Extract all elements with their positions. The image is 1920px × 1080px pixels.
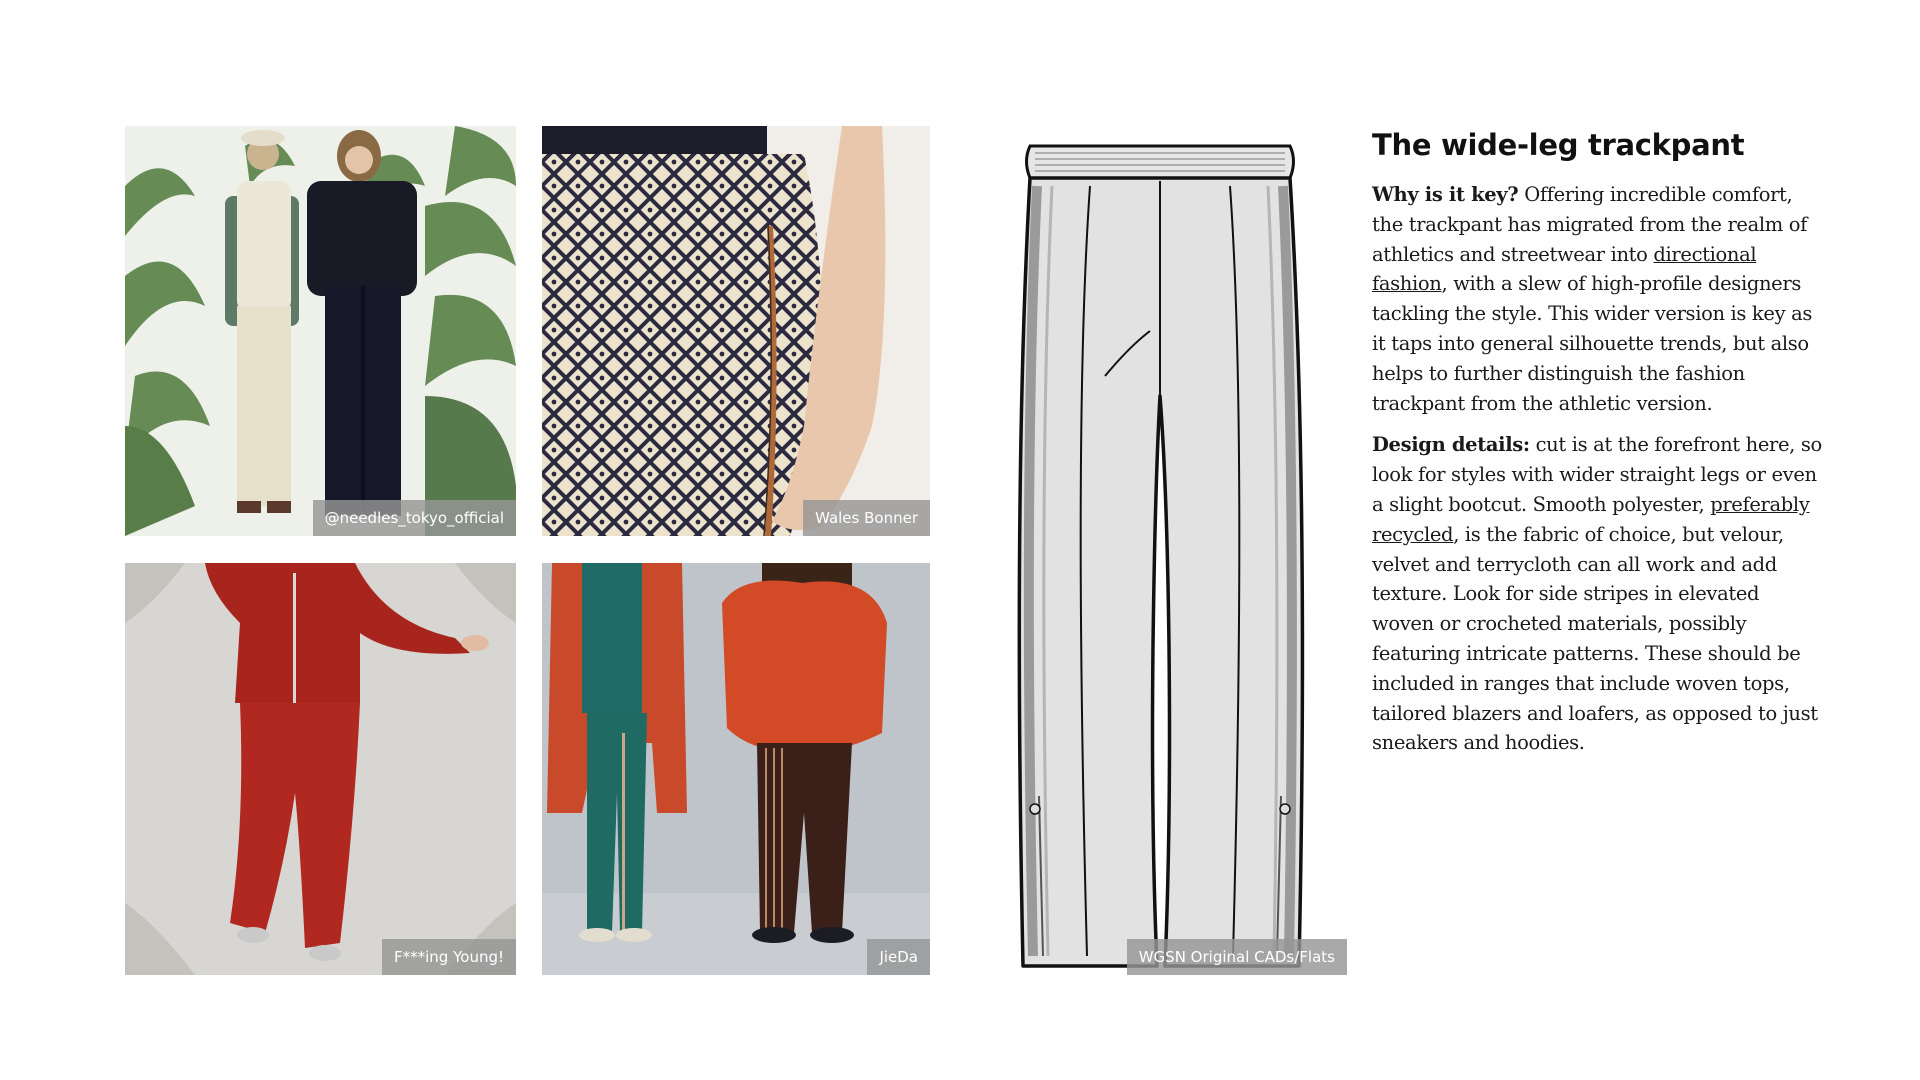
why-paragraph (1372, 180, 1822, 418)
design-text-1: cut is at the forefront here, so look for styles with wider straight legs or even a slight bootcut. Smooth polyester, (1372, 433, 1822, 516)
photo-needles-image (125, 126, 516, 536)
preferably-recycled-link[interactable]: preferably recycled (1372, 492, 1810, 546)
photo-jieda-image (542, 563, 930, 975)
photo-credit: F***ing Young! (382, 939, 516, 975)
photo-fing-young-image (125, 563, 516, 975)
why-label: Why is it key? (1372, 183, 1519, 206)
photo-wales-bonner-image (542, 126, 930, 536)
trackpant-flat-drawing (975, 126, 1346, 975)
why-text-1: Offering incredible comfort, the trackpant has migrated from the realm of athletics and streetwear into (1372, 183, 1808, 266)
photo-credit: @needles_tokyo_official (313, 500, 516, 536)
flat-credit: WGSN Original CADs/Flats (1127, 939, 1347, 975)
design-label: Design details: (1372, 433, 1530, 457)
photo-credit: Wales Bonner (803, 500, 930, 536)
article-panel (1372, 128, 1822, 770)
trackpant-flat-sketch (975, 126, 1346, 975)
photo-jieda-models (542, 563, 930, 975)
photo-fing-young-model (125, 563, 516, 975)
design-text-2: , is the fabric of choice, but velour, velvet and terrycloth can all work and add texture. Look for side stripes in elevated woven or crocheted materials, possibly featuring intricate patterns. These should be included in ranges that include woven tops, tailored blazers and loafers, as opposed to just sneakers and hoodies. (1372, 522, 1818, 755)
directional-fashion-link[interactable]: directional fashion (1372, 242, 1757, 296)
why-text-2: , with a slew of high-profile designers tackling the style. This wider version is key as it taps into general silhouette trends, but also helps to further distinguish the fashion trackpant from the athletic version. (1372, 272, 1813, 415)
photo-needles-models (125, 126, 516, 536)
photo-credit: JieDa (867, 939, 930, 975)
design-paragraph (1372, 430, 1822, 758)
page-title: The wide-leg trackpant (1372, 128, 1745, 162)
photo-wales-bonner-detail (542, 126, 930, 536)
